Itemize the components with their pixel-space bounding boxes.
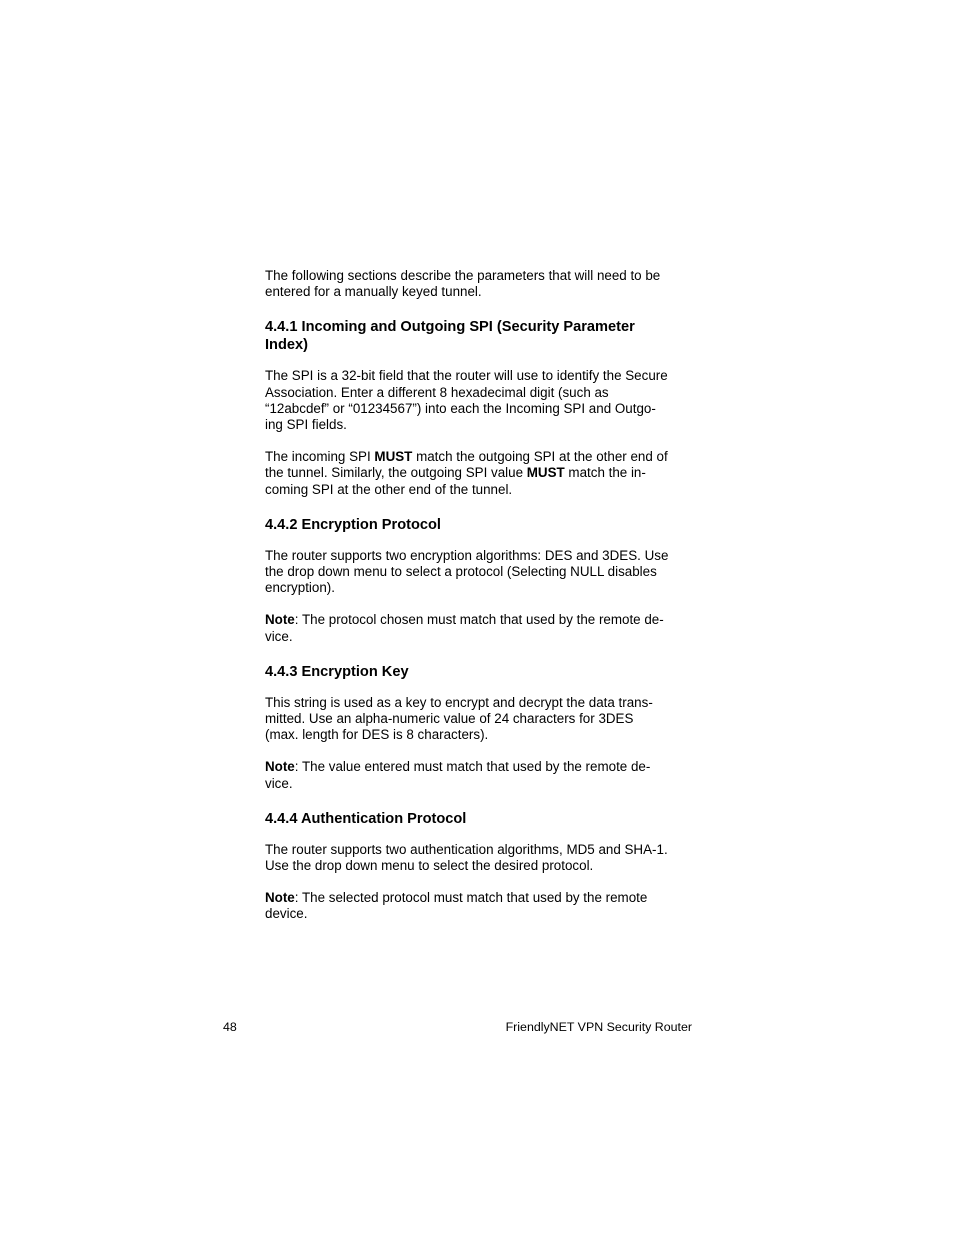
- section-heading-authentication-protocol: 4.4.4 Authentication Protocol: [265, 810, 467, 827]
- section-heading-encryption-key: 4.4.3 Encryption Key: [265, 663, 409, 680]
- footer-product-name: FriendlyNET VPN Security Router: [505, 1020, 692, 1034]
- note-label: Note: [265, 890, 295, 906]
- encryption-key-note: Note: The value entered must match that used by the remote de- vice.: [265, 759, 651, 791]
- page-content: [265, 268, 693, 923]
- authentication-protocol-paragraph: The router supports two authentication algorithms, MD5 and SHA-1. Use the drop down menu to select the desired protocol.: [265, 841, 668, 874]
- authentication-protocol-note: Note: The selected protocol must match that used by the remote device.: [265, 890, 648, 922]
- section-heading-encryption-protocol: 4.4.2 Encryption Protocol: [265, 516, 441, 533]
- emphasis-must: MUST: [374, 449, 413, 465]
- encryption-protocol-note: Note: The protocol chosen must match that used by the remote de- vice.: [265, 612, 664, 644]
- encryption-key-paragraph: This string is used as a key to encrypt and decrypt the data trans- mitted. Use an alpha-numeric value of 24 characters for 3DES (max. length for DES is 8 characters).: [265, 694, 653, 743]
- spi-paragraph: The SPI is a 32-bit field that the router will use to identify the Secure Association. Enter a different 8 hexadecimal digit (such as “12abcdef” or “01234567”) into each the Incoming SPI and Outgo- ing SPI fields.: [265, 368, 668, 433]
- intro-paragraph: The following sections describe the parameters that will need to be entered for a manually keyed tunnel.: [265, 268, 661, 300]
- spi-must-paragraph: The incoming SPI MUST match the outgoing SPI at the other end of the tunnel. Similarly, the outgoing SPI value MUST match the in- coming SPI at the other end of the tunnel.: [265, 449, 668, 497]
- note-label: Note: [265, 759, 295, 775]
- encryption-protocol-paragraph: The router supports two encryption algorithms: DES and 3DES. Use the drop down menu to select a protocol (Selecting NULL disables encryption).: [265, 547, 669, 596]
- section-heading-spi: 4.4.1 Incoming and Outgoing SPI (Security Parameter Index): [265, 319, 635, 354]
- note-label: Note: [265, 612, 295, 628]
- page-number: 48: [223, 1020, 237, 1034]
- emphasis-must: MUST: [526, 465, 565, 481]
